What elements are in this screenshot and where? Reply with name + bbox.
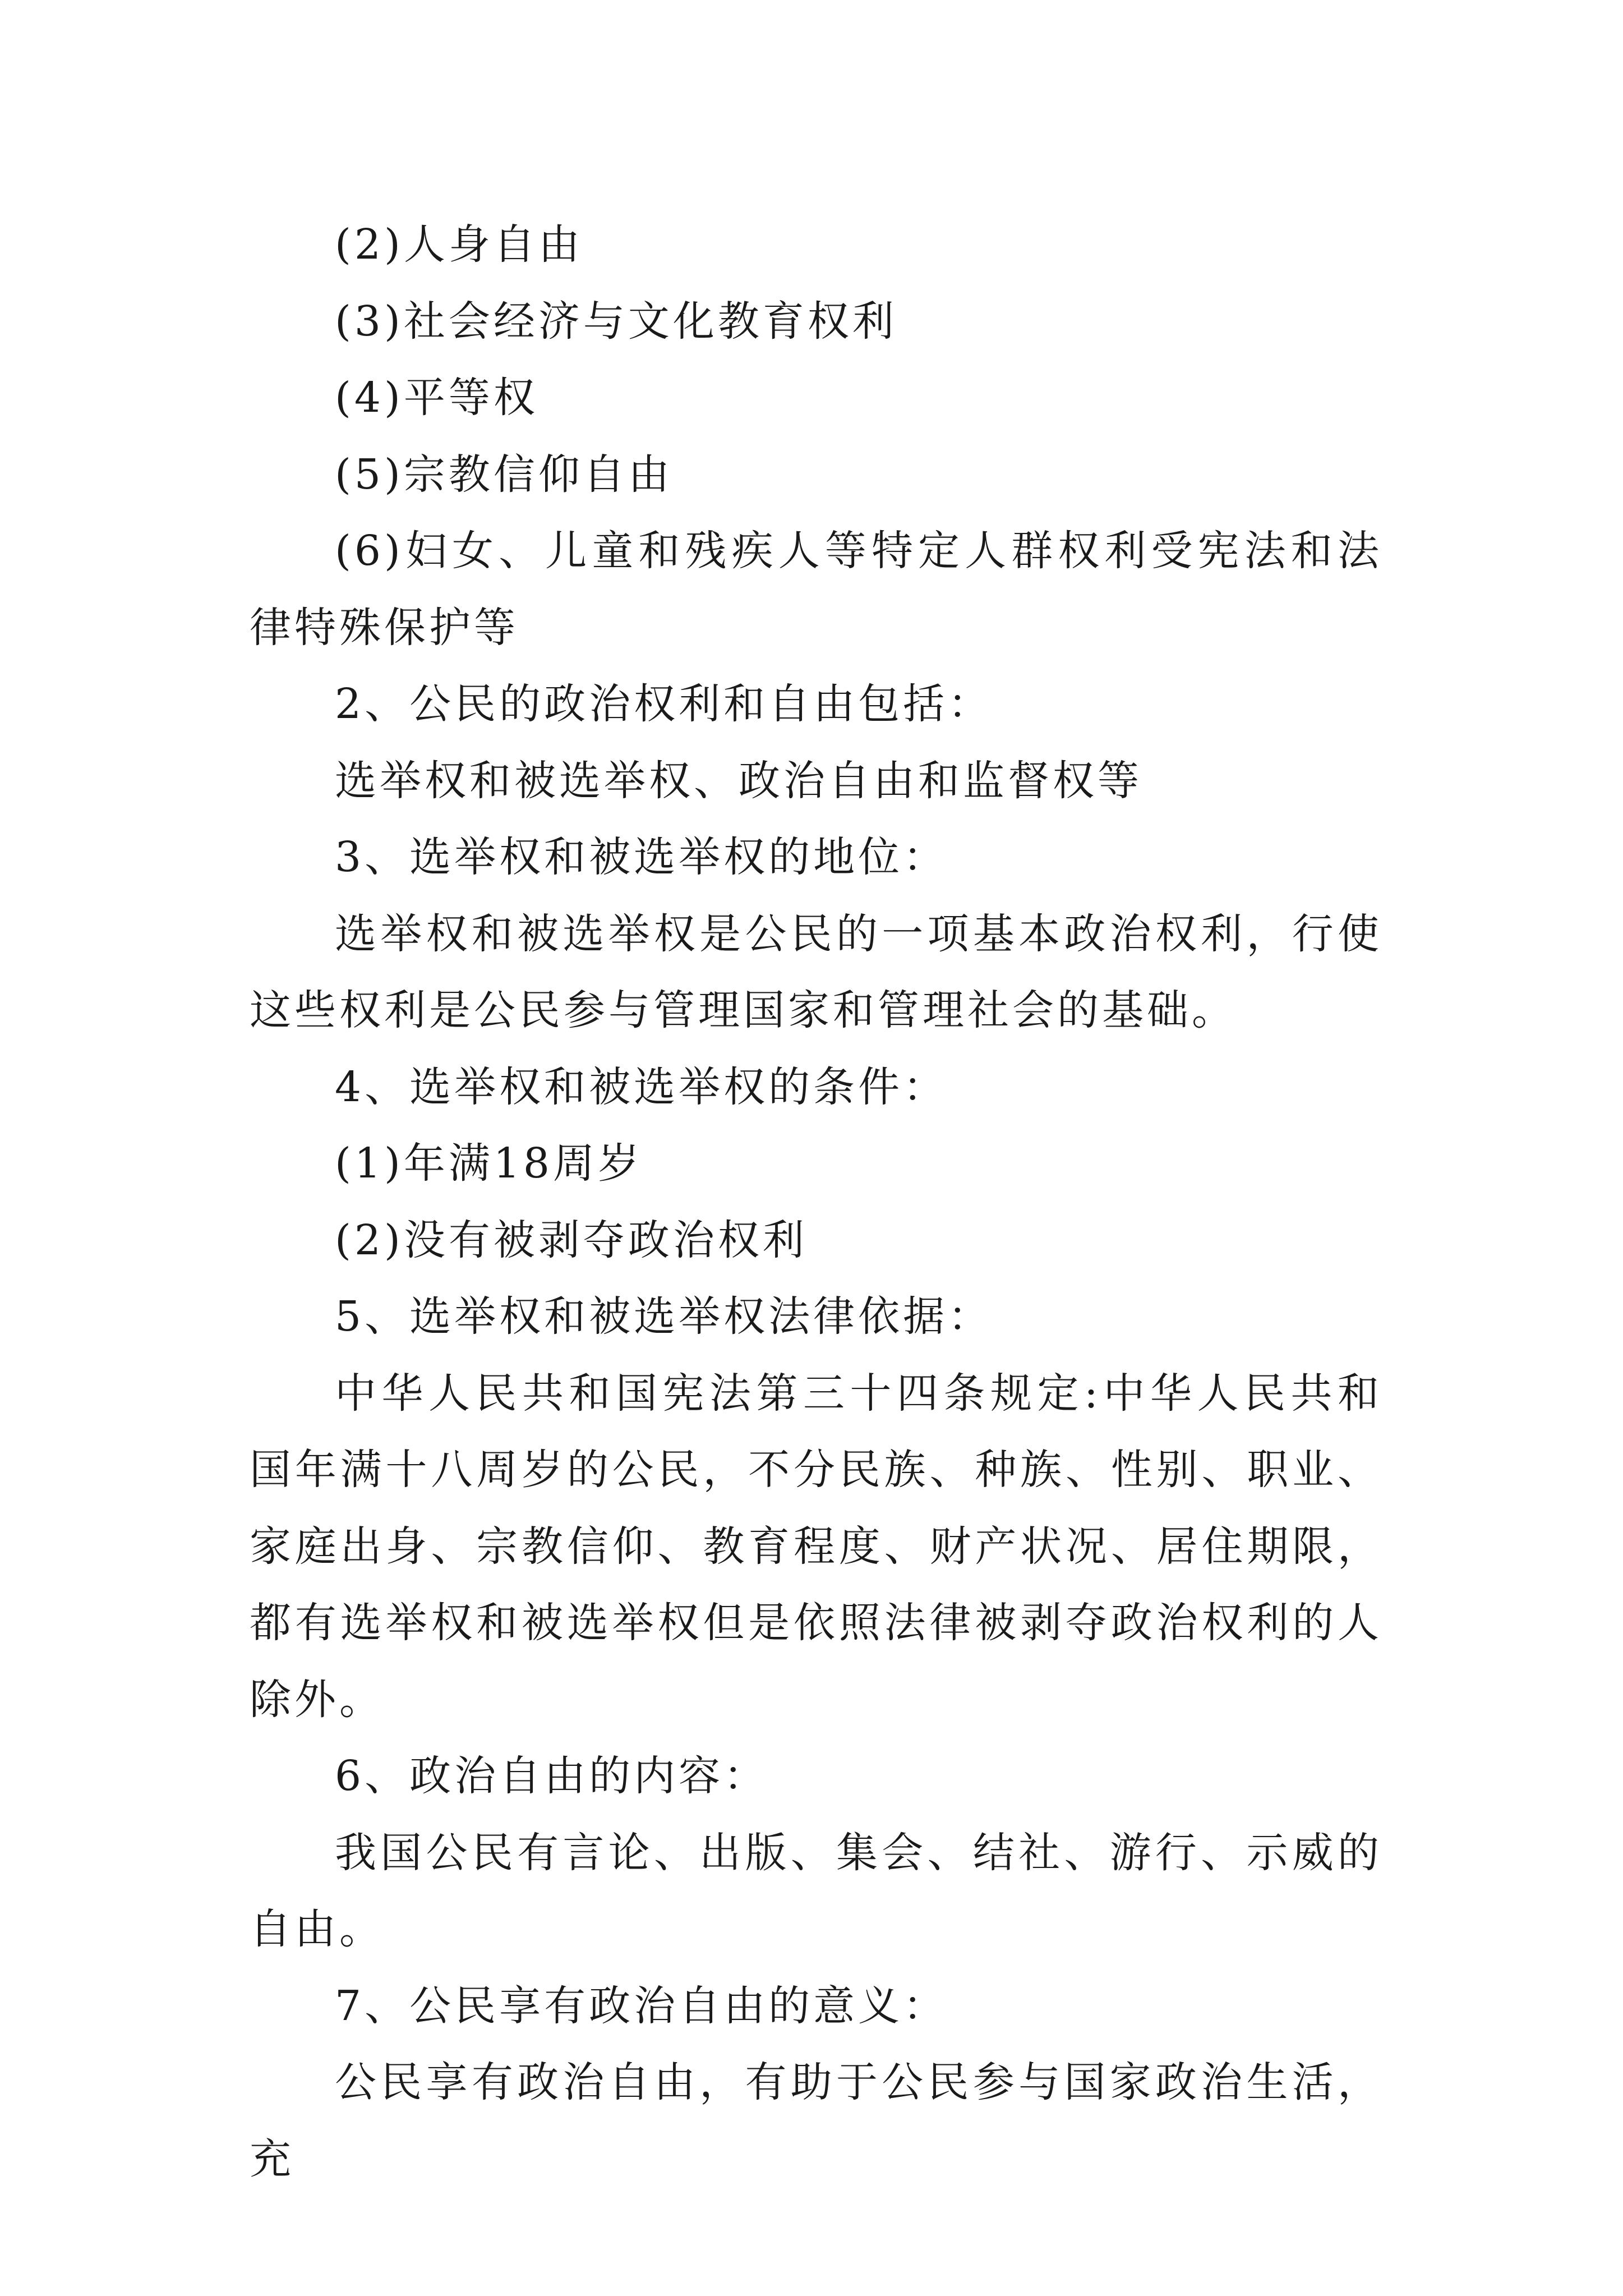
list-item-religious-freedom: (5)宗教信仰自由: [335, 450, 673, 499]
document-body: [250, 206, 1382, 2197]
paragraph-political-rights: 选举权和被选举权、政治自由和监督权等: [335, 756, 1142, 805]
paragraph-election-status: 选举权和被选举权是公民的一项基本政治权利，行使这些权利是公民参与管理国家和管理社会的基础。: [250, 909, 1382, 1034]
section-heading-legal-basis: 5、选举权和被选举权法律依据：: [335, 1292, 993, 1341]
section-heading-freedom-significance: 7、公民享有政治自由的意义：: [335, 1981, 948, 2030]
section-heading-political-freedom: 6、政治自由的内容：: [335, 1752, 769, 1800]
list-item-special-protection: (6)妇女、儿童和残疾人等特定人群权利受宪法和法律特殊保护等: [250, 527, 1382, 652]
list-item-personal-freedom: (2)人身自由: [335, 220, 583, 269]
section-heading-political-rights: 2、公民的政治权利和自由包括：: [335, 680, 993, 728]
section-heading-election-status: 3、选举权和被选举权的地位：: [335, 833, 948, 881]
paragraph-freedom-significance: 公民享有政治自由，有助于公民参与国家政治生活，充: [250, 2058, 1382, 2183]
section-heading-election-conditions: 4、选举权和被选举权的条件：: [335, 1062, 948, 1111]
paragraph-legal-basis: 中华人民共和国宪法第三十四条规定:中华人民共和国年满十八周岁的公民，不分民族、种族、性别、职业、家庭出身、宗教信仰、教育程度、财产状况、居住期限，都有选举权和被选举权但是依照法律被剥夺政治权利的人除外。: [250, 1369, 1382, 1724]
list-item-age-requirement: (1)年满18周岁: [335, 1139, 643, 1188]
list-item-socioeconomic-rights: (3)社会经济与文化教育权利: [335, 297, 897, 346]
list-item-equality: (4)平等权: [335, 374, 538, 422]
paragraph-political-freedom: 我国公民有言论、出版、集会、结社、游行、示威的自由。: [250, 1828, 1382, 1953]
list-item-not-deprived: (2)没有被剥夺政治权利: [335, 1216, 808, 1264]
